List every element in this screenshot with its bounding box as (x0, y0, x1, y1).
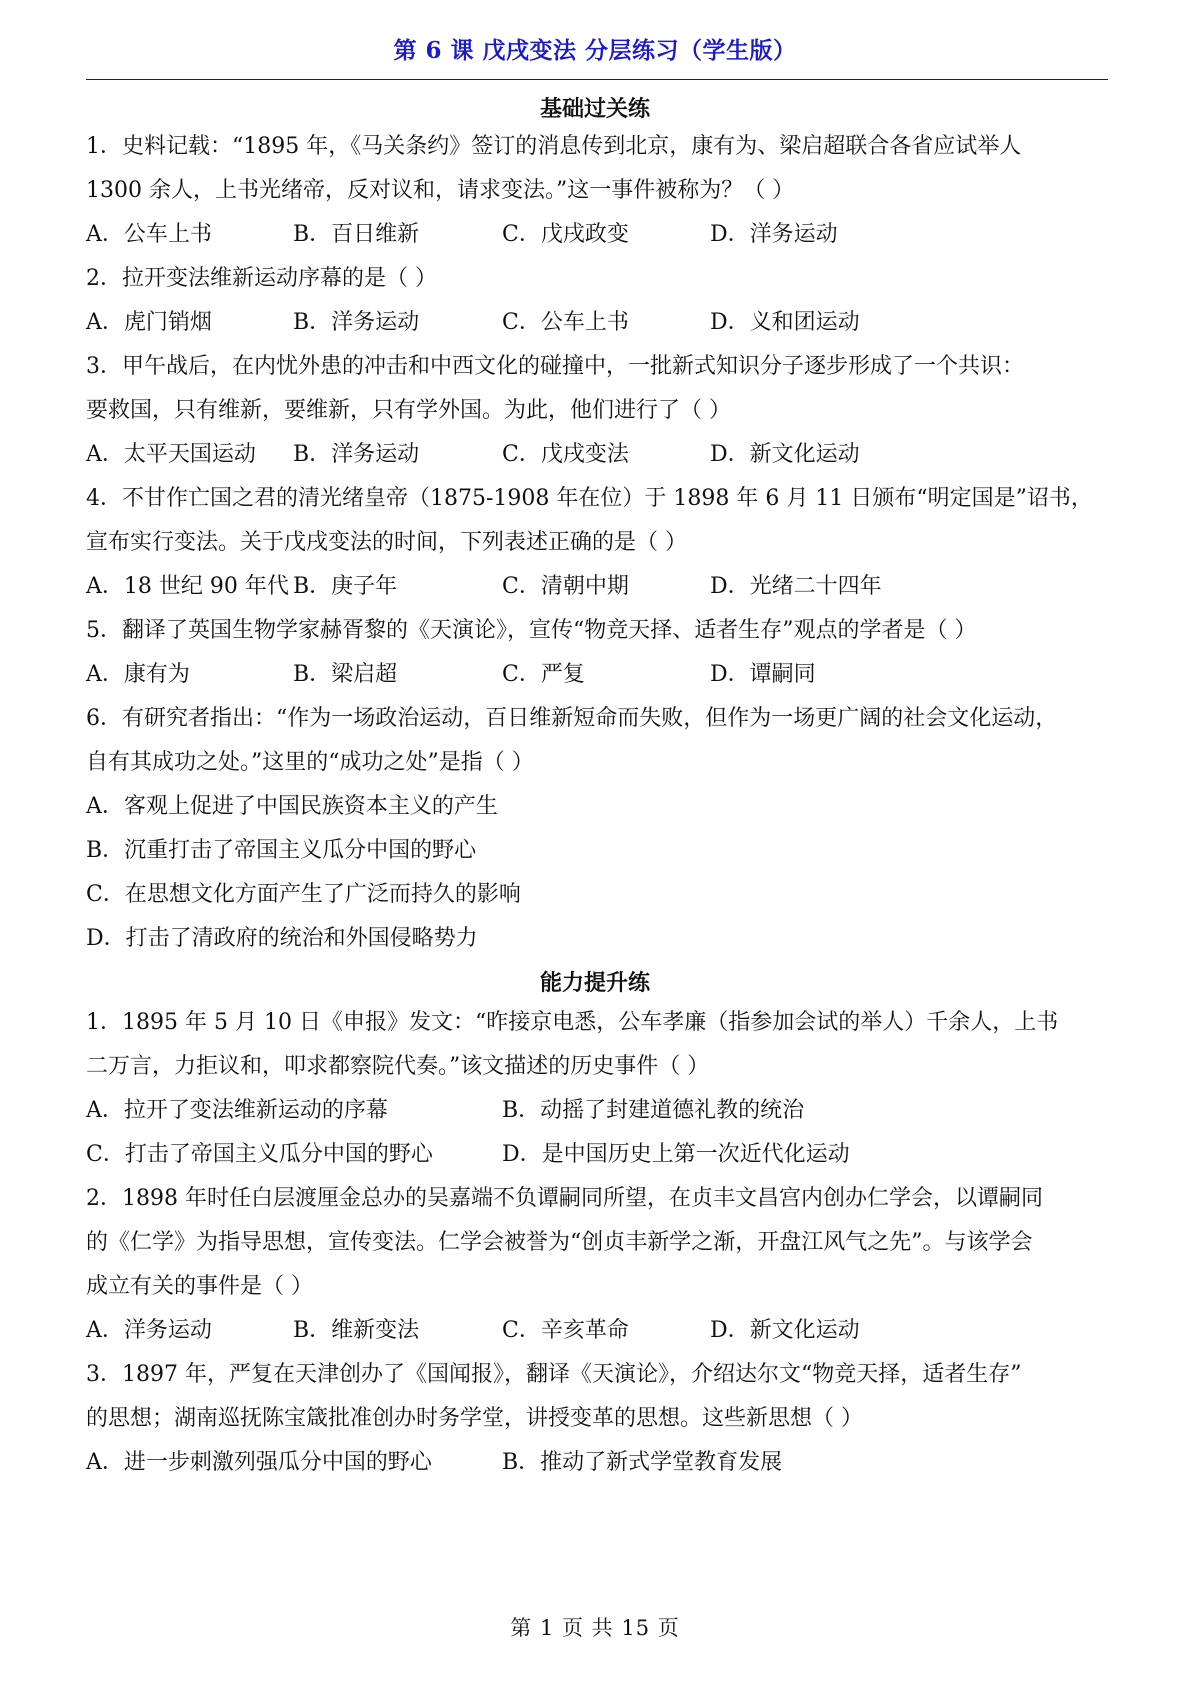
section-heading-basic: 基础过关练 (539, 96, 650, 122)
document-title: 第 6 课 戊戌变法 分层练习（学生版） (393, 37, 797, 64)
advanced-question-1-line-2: 二万言，力拒议和，叩求都察院代奏。”该文描述的历史事件（ ） (86, 1054, 710, 1079)
question-5-option-d: D．谭嗣同 (710, 662, 816, 687)
question-3-line-1: 3．甲午战后，在内忧外患的冲击和中西文化的碰撞中，一批新式知识分子逐步形成了一个共识： (86, 354, 1025, 379)
advanced-question-2-option-c: C．辛亥革命 (502, 1318, 629, 1343)
question-4-option-c: C．清朝中期 (502, 574, 629, 599)
question-5-option-c: C．严复 (502, 662, 585, 687)
question-1-line-1: 1．史料记载：“1895 年，《马关条约》签订的消息传到北京，康有为、梁启超联合各省应试举人 (86, 134, 1022, 159)
page-footer: 第 1 页 共 15 页 (510, 1616, 680, 1640)
question-1-option-d: D．洋务运动 (710, 222, 838, 247)
question-2-line-1: 2．拉开变法维新运动序幕的是（ ） (86, 266, 437, 291)
question-6-line-2: 自有其成功之处。”这里的“成功之处”是指（ ） (86, 750, 534, 775)
question-5-option-b: B．梁启超 (293, 662, 398, 687)
question-1-option-a: A．公车上书 (86, 222, 212, 247)
question-5-line-1: 5．翻译了英国生物学家赫胥黎的《天演论》，宣传“物竞天择、适者生存”观点的学者是（ ） (86, 618, 977, 643)
question-3-option-d: D．新文化运动 (710, 442, 860, 467)
advanced-question-3-option-b: B．推动了新式学堂教育发展 (502, 1450, 783, 1475)
advanced-question-3-line-1: 3．1897 年，严复在天津创办了《国闻报》，翻译《天演论》，介绍达尔文“物竞天择，适者生存” (86, 1362, 1022, 1387)
section-heading-advanced: 能力提升练 (539, 970, 650, 996)
question-3-option-a: A．太平天国运动 (86, 442, 256, 467)
question-3-option-c: C．戊戌变法 (502, 442, 629, 467)
advanced-question-2-line-2: 的《仁学》为指导思想，宣传变法。仁学会被誉为“创贞丰新学之渐，开盘江风气之先”。与该学会 (86, 1230, 1033, 1255)
advanced-question-2-option-d: D．新文化运动 (710, 1318, 860, 1343)
advanced-question-1-option-c: C．打击了帝国主义瓜分中国的野心 (86, 1142, 433, 1167)
question-1-option-b: B．百日维新 (293, 222, 420, 247)
question-4-line-2: 宣布实行变法。关于戊戌变法的时间，下列表述正确的是（ ） (86, 530, 687, 555)
question-6-option-d: D．打击了清政府的统治和外国侵略势力 (86, 926, 478, 951)
advanced-question-3-option-a: A．进一步刺激列强瓜分中国的野心 (86, 1450, 432, 1475)
question-6-option-b: B．沉重打击了帝国主义瓜分中国的野心 (86, 838, 477, 863)
advanced-question-2-line-1: 2．1898 年时任白层渡厘金总办的吴嘉端不负谭嗣同所望，在贞丰文昌宫内创办仁学会，以谭嗣同 (86, 1186, 1043, 1211)
question-2-option-a: A．虎门销烟 (86, 310, 212, 335)
question-3-line-2: 要救国，只有维新，要维新，只有学外国。为此，他们进行了（ ） (86, 398, 731, 423)
question-4-option-b: B．庚子年 (293, 574, 398, 599)
advanced-question-2-option-a: A．洋务运动 (86, 1318, 212, 1343)
question-2-option-c: C．公车上书 (502, 310, 629, 335)
advanced-question-2-line-3: 成立有关的事件是（ ） (86, 1274, 313, 1299)
question-5-option-a: A．康有为 (86, 662, 190, 687)
question-4-line-1: 4．不甘作亡国之君的清光绪皇帝（1875-1908 年在位）于 1898 年 6 月 11 日颁布“明定国是”诏书， (86, 486, 1093, 511)
advanced-question-3-line-2: 的思想；湖南巡抚陈宝箴批准创办时务学堂，讲授变革的思想。这些新思想（ ） (86, 1406, 863, 1431)
title-divider (86, 79, 1108, 80)
advanced-question-1-option-d: D．是中国历史上第一次近代化运动 (502, 1142, 850, 1167)
advanced-question-1-option-a: A．拉开了变法维新运动的序幕 (86, 1098, 388, 1123)
question-1-option-c: C．戊戌政变 (502, 222, 629, 247)
question-6-option-a: A．客观上促进了中国民族资本主义的产生 (86, 794, 498, 819)
question-4-option-d: D．光绪二十四年 (710, 574, 882, 599)
question-6-option-c: C．在思想文化方面产生了广泛而持久的影响 (86, 882, 521, 907)
question-6-line-1: 6．有研究者指出：“作为一场政治运动，百日维新短命而失败，但作为一场更广阔的社会文化运动， (86, 706, 1058, 731)
question-3-option-b: B．洋务运动 (293, 442, 420, 467)
question-2-option-b: B．洋务运动 (293, 310, 420, 335)
question-2-option-d: D．义和团运动 (710, 310, 860, 335)
question-4-option-a: A．18 世纪 90 年代 (86, 574, 289, 599)
advanced-question-1-option-b: B．动摇了封建道德礼教的统治 (502, 1098, 805, 1123)
question-1-line-2: 1300 余人，上书光绪帝，反对议和，请求变法。”这一事件被称为？（ ） (86, 178, 795, 203)
advanced-question-1-line-1: 1．1895 年 5 月 10 日《申报》发文：“昨接京电悉，公车孝廉（指参加会试的举人）千余人，上书 (86, 1010, 1059, 1035)
advanced-question-2-option-b: B．维新变法 (293, 1318, 420, 1343)
